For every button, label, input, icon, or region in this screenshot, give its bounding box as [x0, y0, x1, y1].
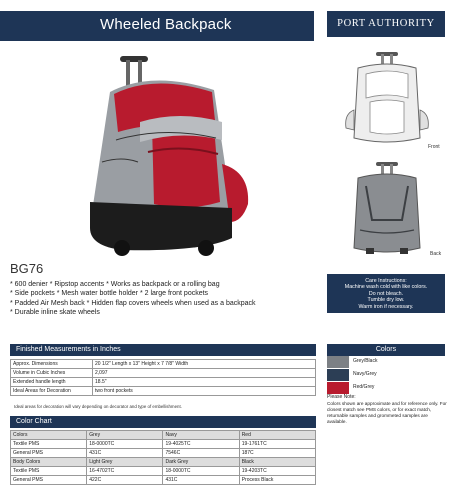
table-cell: 18-0000TC [163, 467, 239, 476]
table-cell: 2,097 [93, 369, 316, 378]
brand-logo: PORT AUTHORITY [327, 11, 445, 37]
table-row [11, 458, 316, 467]
color-note: Colors shown are approximate and for reference only. For closest match see PMS colors, or for exact match, returnable samples and grommeted samples are available. [327, 401, 447, 424]
table-cell: Process Black [239, 476, 315, 485]
color-swatch [327, 356, 349, 368]
swatch-name: Red/Grey [353, 384, 375, 390]
swatch-name: Navy/Grey [353, 371, 377, 377]
table-row [11, 449, 316, 458]
features-list [10, 280, 256, 317]
table-cell: Extended handle length [11, 378, 93, 387]
color-swatch [327, 369, 349, 381]
color-chart-table [10, 430, 316, 485]
table-row [11, 431, 316, 440]
care-instructions [327, 274, 445, 313]
table-cell: 18-0000TC [87, 440, 163, 449]
colors-title: Colors [327, 344, 445, 356]
table-cell: Grey [87, 431, 163, 440]
table-cell: 19-4025TC [163, 440, 239, 449]
note-title: Please Note: [327, 394, 356, 400]
table-cell: Red [239, 431, 315, 440]
care-line: Warm iron if necessary. [358, 303, 414, 310]
front-sketch-image [336, 50, 438, 150]
table-cell: 20 1/2" Length x 13" Height x 7 7/8" Width [93, 360, 316, 369]
table-cell: 19-4203TC [239, 467, 315, 476]
table-cell: Textile PMS [11, 467, 87, 476]
table-cell: Light Grey [87, 458, 163, 467]
table-row [11, 387, 316, 396]
measurements-title: Finished Measurements in Inches [10, 344, 316, 356]
table-cell: 7546C [163, 449, 239, 458]
swatch-row [327, 369, 445, 381]
care-line: Do not bleach. [368, 290, 404, 297]
table-cell: 431C [87, 449, 163, 458]
table-cell: Ideal Areas for Decoration [11, 387, 93, 396]
back-label: Back [430, 251, 442, 257]
table-row [11, 369, 316, 378]
table-cell: Colors [11, 431, 87, 440]
swatch-name: Grey/Black [353, 358, 378, 364]
table-cell: Navy [163, 431, 239, 440]
measurements-table [10, 359, 316, 396]
table-cell: Body Colors [11, 458, 87, 467]
table-cell: 16-4702TC [87, 467, 163, 476]
title-bar [0, 11, 314, 41]
color-swatch [327, 382, 349, 394]
care-line: Tumble dry low. [367, 297, 405, 304]
table-row [11, 378, 316, 387]
table-cell: Textile PMS [11, 440, 87, 449]
feature-item: * Durable inline skate wheels [10, 308, 100, 316]
swatch-row [327, 382, 445, 394]
table-cell: 431C [163, 476, 239, 485]
back-sketch-image [336, 160, 438, 260]
table-row [11, 467, 316, 476]
table-cell: two front pockets [93, 387, 316, 396]
measurements-footnote: Ideal areas for decoration will vary depending on decorator and type of embellishment. [14, 404, 182, 409]
table-cell: General PMS [11, 449, 87, 458]
color-chart-title: Color Chart [10, 416, 316, 428]
product-photo [82, 52, 254, 258]
swatch-row [327, 356, 445, 368]
table-cell: 422C [87, 476, 163, 485]
table-cell: 18.5" [93, 378, 316, 387]
color-swatches [327, 356, 445, 395]
table-cell: General PMS [11, 476, 87, 485]
table-row [11, 476, 316, 485]
feature-item: * Side pockets * Mesh water bottle holder * 2 large front pockets [10, 290, 209, 298]
care-line: Machine wash cold with like colors. [344, 284, 428, 291]
feature-item: * 600 denier * Ripstop accents * Works as backpack or a rolling bag [10, 281, 220, 288]
model-number: BG76 [10, 261, 44, 276]
feature-item: * Padded Air Mesh back * Hidden flap covers wheels when used as a backpack [10, 299, 256, 307]
table-cell: Black [239, 458, 315, 467]
table-cell: 187C [239, 449, 315, 458]
table-row [11, 440, 316, 449]
care-line: Care Instructions: [365, 278, 407, 284]
table-cell: Volume in Cubic Inches [11, 369, 93, 378]
page-title: Wheeled Backpack [100, 16, 232, 33]
table-cell: Dark Grey [163, 458, 239, 467]
table-cell: 19-1761TC [239, 440, 315, 449]
front-label: Front [428, 144, 440, 150]
table-row [11, 360, 316, 369]
table-cell: Approx. Dimensions [11, 360, 93, 369]
